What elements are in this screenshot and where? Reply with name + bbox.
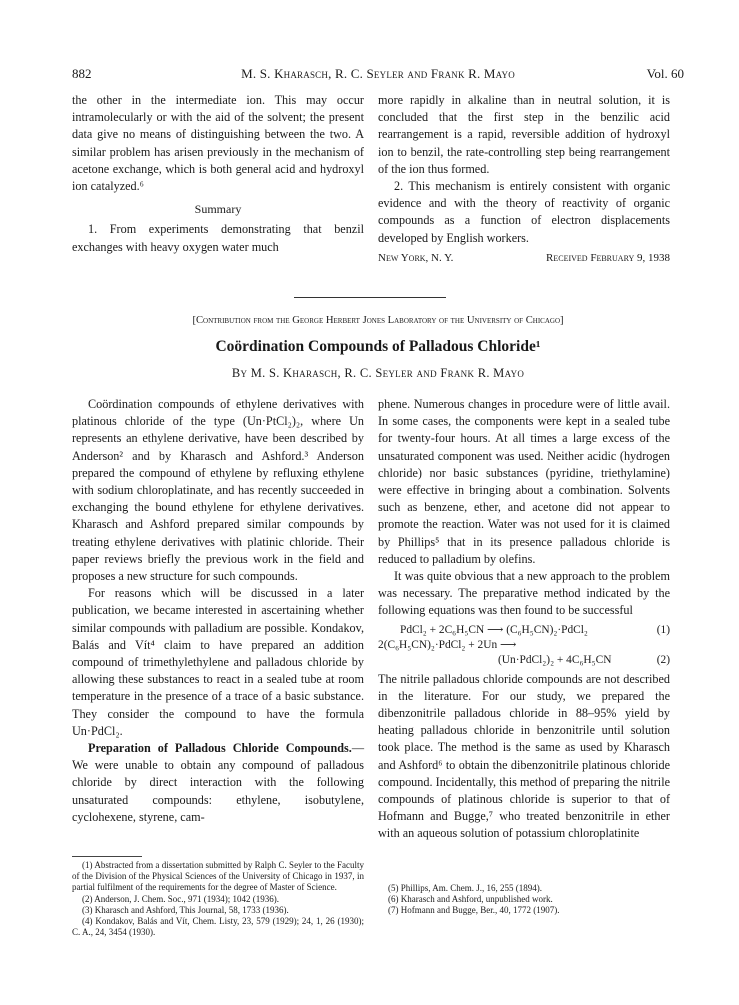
equation-2-line-1 (378, 638, 670, 653)
page-number: 882 (72, 66, 92, 81)
body-paragraph: phene. Numerous changes in procedure were of little avail. In some cases, the components were kept in a sealed tube for twenty-four hours. At all times a large excess of the unsaturated component was used. Neither acidic (hydrogen chloride) nor basic substances (pyridine, triethylamine) were effective in bringing about a combination. Solvents such as benzene, ether, and acetone did not appear to promote the reaction. Water was not used for it is claimed by Phillips⁵ that in its presence palladous chloride is reduced to palladium by olefins. (378, 397, 670, 566)
footnotes-left (72, 850, 364, 938)
equation-2-text-a: 2(C₆H₅CN)₂·PdCl₂ + 2Un ⟶ (378, 638, 517, 651)
prev-article-left-column (72, 92, 364, 256)
running-header (72, 66, 684, 84)
body-paragraph (72, 740, 364, 826)
body-paragraph: It was quite obvious that a new approach to the problem was necessary. The preparative method indicated by the following equations was then found to be successful (378, 569, 670, 618)
body-paragraph: The nitrile palladous chloride compounds are not described in the literature. For our study, we prepared the dibenzonitrile palladous chloride in 88–95% yield by heating palladous chloride in benzonitrile until solution took place. The method is the same as used by Kharasch and Ashford⁶ to obtain the dibenzonitrile platinous chloride compound. Incidentally, this method of preparing the nitrile compounds of platinous chloride is superior to that of Hofmann and Bugge,⁷ who treated benzonitrile in ether with an aqueous solution of potassium chloroplatinite (378, 671, 670, 841)
body-paragraph: For reasons which will be discussed in a later publication, we became interested in ascertaining whether similar compounds with palladium are possible. Kondakov, Balás and Vít⁴ claim to have prepared an addition compound of trimethylethylene and palladous chloride by allowing these substances to react in a sealed tube at room temperature in the presence of a trace of a basic substance. They consider the compound to have the formula Un·PdCl₂. (72, 586, 364, 738)
footnote-7: (7) Hofmann and Bugge, Ber., 40, 1772 (1907). (388, 905, 560, 916)
equation-2-number: (2) (656, 653, 670, 666)
article-title: Coördination Compounds of Palladous Chloride¹ (215, 338, 541, 355)
summary-item-1-continued: more rapidly in alkaline than in neutral solution, it is concluded that the first step in the benzilic acid rearrangement is a rapid, reversible addition of hydroxyl ion to benzil, the rate-controlling step being rearrangement of the ion thus formed. (378, 93, 670, 176)
footnotes-right (378, 883, 670, 917)
prev-article-paragraph: the other in the intermediate ion. This may occur intramolecularly or with the aid of the solvent; the present data give no means of distinguishing between the two. A similar problem has arisen previously in the mechanism of acetone exchange, which is both general acid and hydroxyl ion catalyzed.⁶ (72, 93, 364, 194)
article-separator-rule (294, 297, 446, 298)
section-heading: Preparation of Palladous Chloride Compounds. (88, 741, 352, 756)
equation-2-text-b: (Un·PdCl₂)₂ + 4C₆H₅CN (498, 653, 612, 666)
footnote-rule (72, 856, 142, 857)
article-authors: By M. S. Kharasch, R. C. Seyler and Frank R. Mayo (231, 366, 525, 380)
footnote-6: (6) Kharasch and Ashford, unpublished work. (388, 894, 553, 905)
body-paragraph: Coördination compounds of ethylene derivatives with platinous chloride of the type (Un·PtCl₂)₂, where Un represents an ethylene derivative, have been described by Anderson² and by Kharasch and Ashford.³ Anderson prepared the compound of ethylene by refluxing ethylene with sodium chloroplatinate, and has recently succeeded in exchanging the bound ethylene for ethylene derivatives. Kharasch and Ashford prepared similar compounds by treating ethylene derivatives with platinic chloride. Their paper reviews briefly the previous work in the field and proposes a new structure for such compounds. (72, 397, 364, 584)
equation-2-line-2 (378, 653, 670, 668)
footnote-2: (2) Anderson, J. Chem. Soc., 971 (1934); 1042 (1936). (82, 893, 279, 904)
footnote-3: (3) Kharasch and Ashford, This Journal, 58, 1733 (1936). (82, 904, 289, 915)
article-left-column (72, 396, 364, 826)
summary-item-1-start: 1. From experiments demonstrating that benzil exchanges with heavy oxygen water much (72, 222, 364, 254)
running-title: M. S. Kharasch, R. C. Seyler and Frank R. Mayo (241, 66, 515, 81)
prev-article-right-column (378, 92, 670, 267)
summary-item-2: 2. This mechanism is entirely consistent with organic evidence and with the theory of reactivity of organic compounds as a function of electron displacements developed by English workers. (378, 179, 670, 245)
equation-1-text: PdCl₂ + 2C₆H₅CN ⟶ (C₆H₅CN)₂·PdCl₂ (400, 623, 588, 636)
summary-heading: Summary (194, 202, 242, 217)
address-city: New York, N. Y. (378, 251, 454, 264)
address-line (378, 250, 670, 267)
volume-label: Vol. 60 (646, 66, 684, 81)
contribution-line: [Contribution from the George Herbert Jones Laboratory of the University of Chicago] (192, 315, 564, 326)
received-date: Received February 9, 1938 (546, 251, 670, 264)
section-text: —We were unable to obtain any compound of palladous chloride by direct interaction with the following unsaturated compounds: ethylene, isobutylene, cyclohexene, styrene, cam- (72, 741, 364, 824)
footnote-1: (1) Abstracted from a dissertation submitted by Ralph C. Seyler to the Faculty of the Division of the Physical Sciences of the University of Chicago in 1937, in partial fulfilment of the requirements for the degree of Master of Science. (72, 860, 364, 893)
footnote-4: (4) Kondakov, Balás and Vít, Chem. Listy, 23, 579 (1929); 24, 1, 26 (1930); C. A., 24, 3454 (1930). (72, 916, 364, 938)
equation-1-number: (1) (656, 623, 670, 636)
equations (378, 623, 670, 668)
article-right-column (378, 396, 670, 843)
equation-1 (378, 623, 670, 638)
footnote-5: (5) Phillips, Am. Chem. J., 16, 255 (1894). (388, 883, 543, 893)
